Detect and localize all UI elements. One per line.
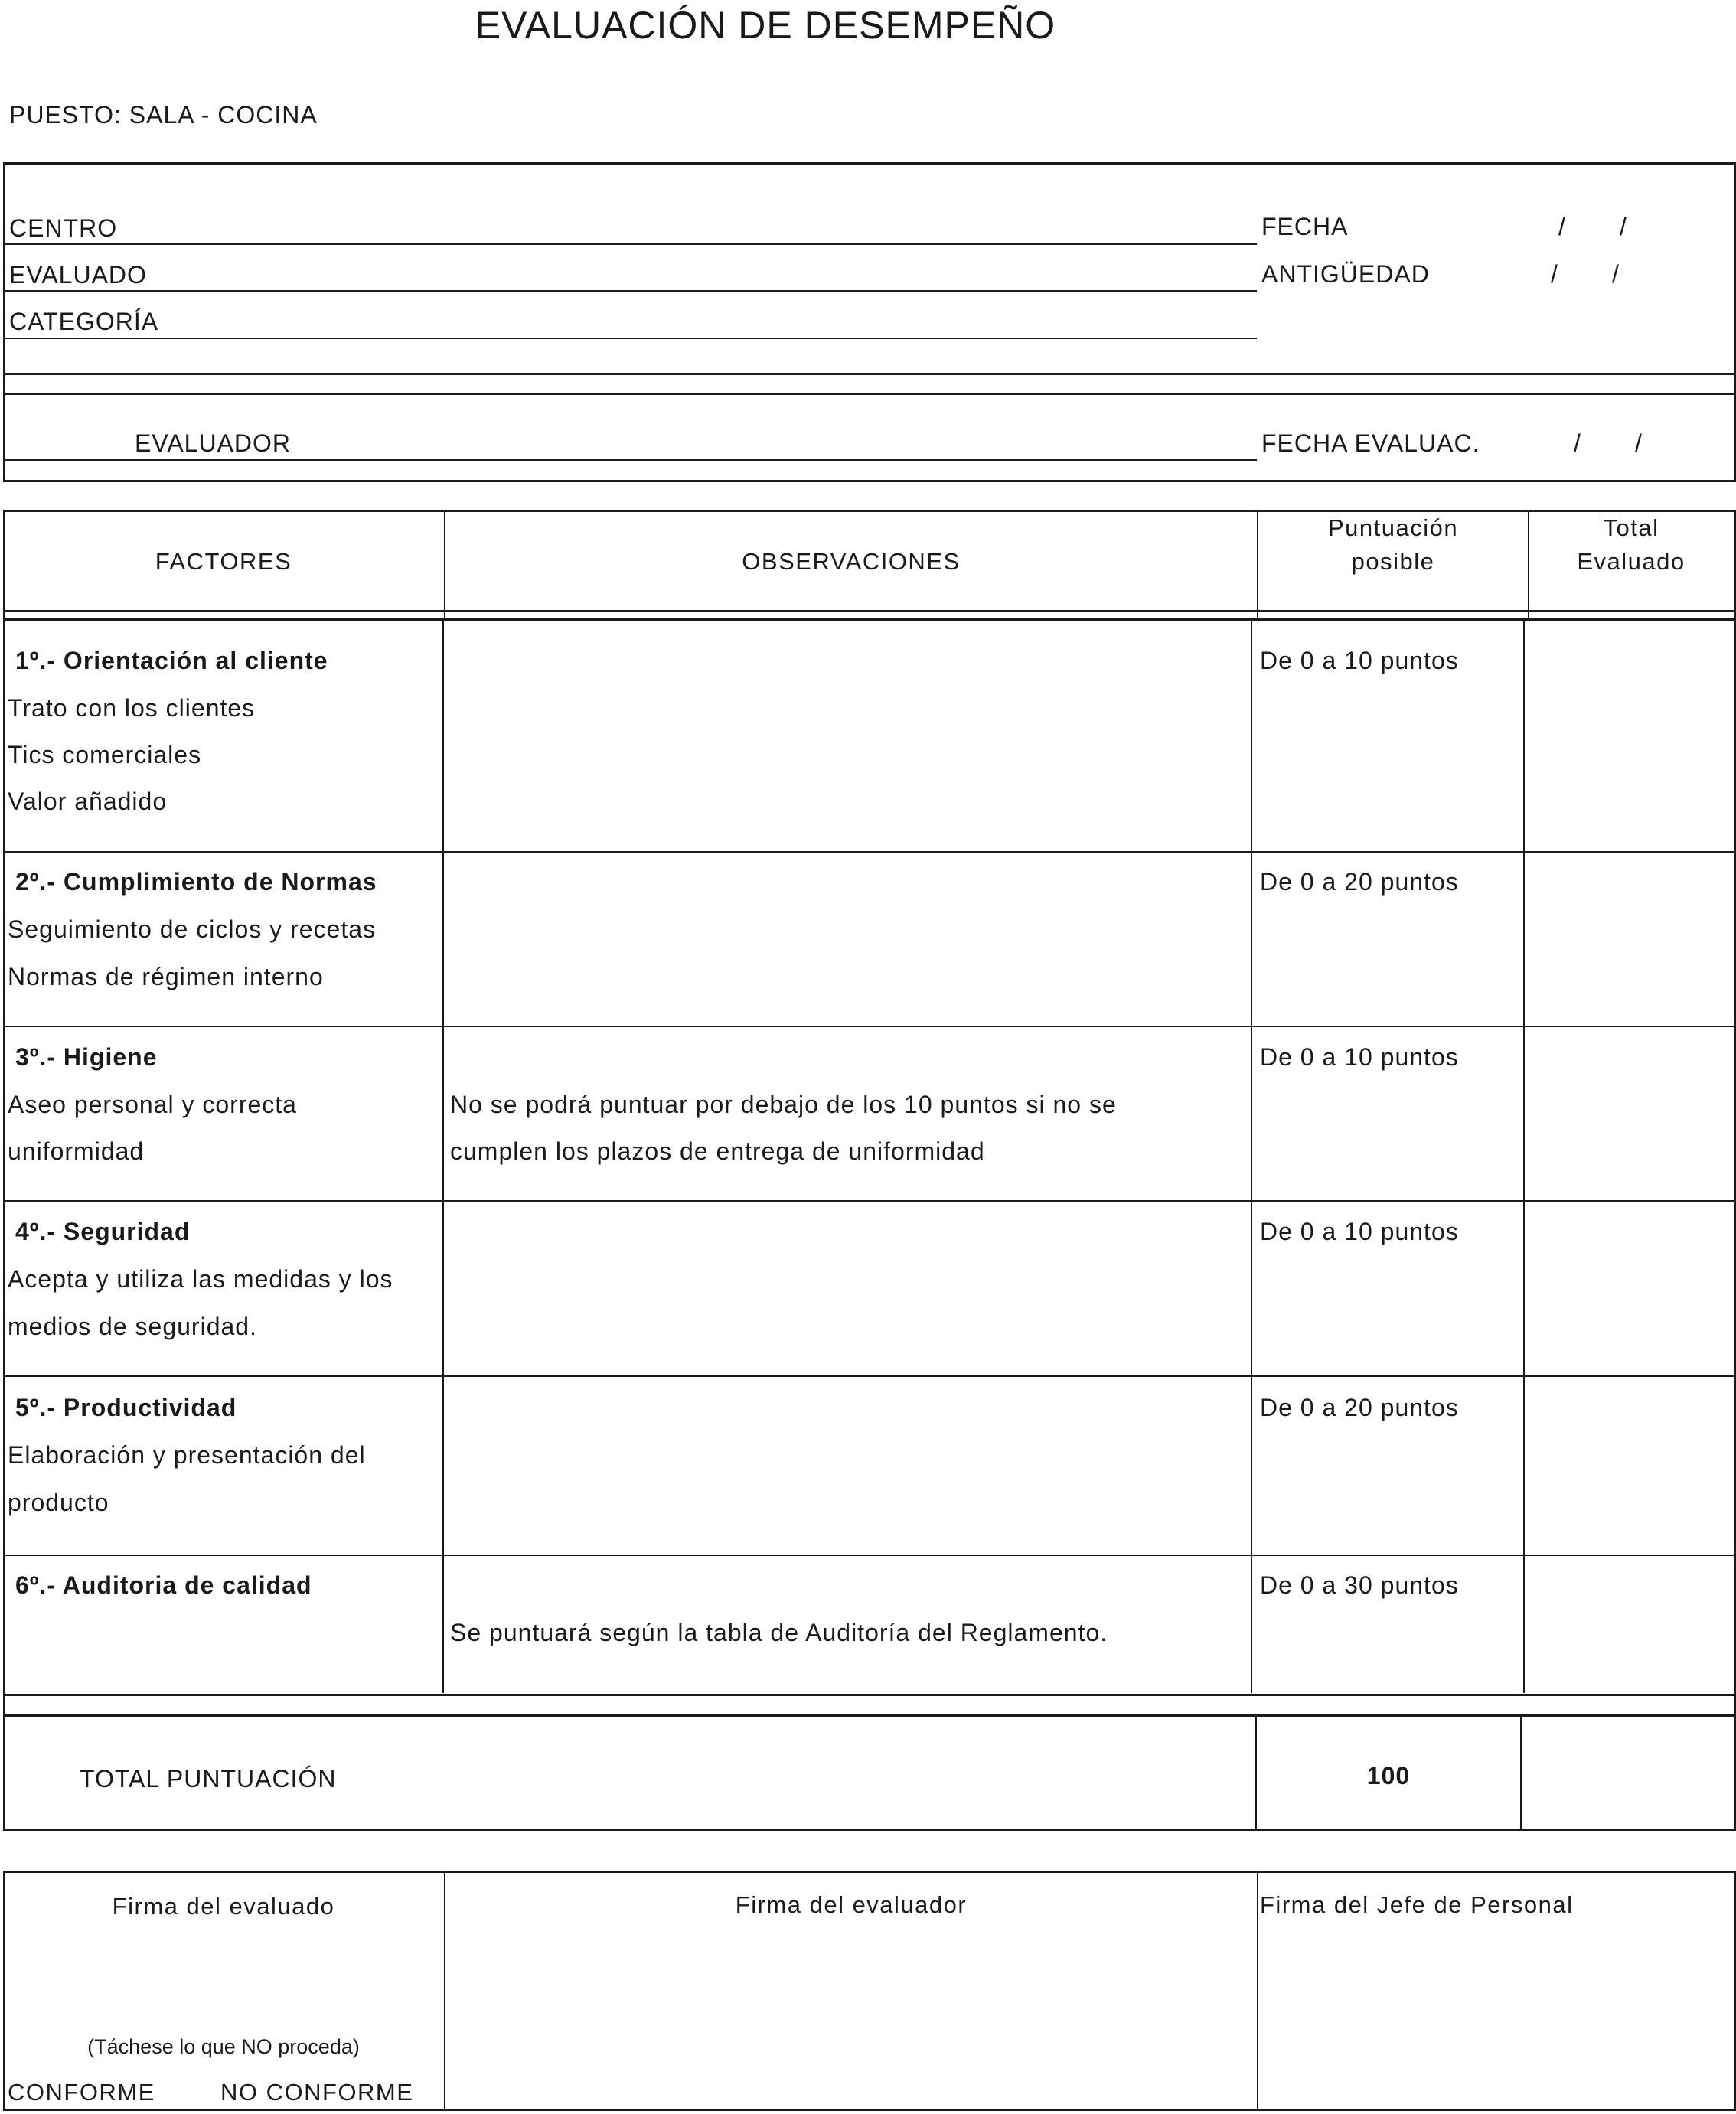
puesto-label: PUESTO: SALA - COCINA	[9, 101, 318, 129]
factor-title-1: 1º.- Orientación al cliente	[15, 647, 328, 674]
firma-evaluado-label: Firma del evaluado	[112, 1893, 335, 1920]
total-evaluado-cell-4[interactable]	[1526, 1202, 1733, 1374]
factor-line-5-2: producto	[8, 1489, 109, 1516]
antiguedad-label: ANTIGÜEDAD	[1261, 260, 1430, 288]
factor-title-4: 4º.- Seguridad	[15, 1218, 191, 1245]
antiguedad-slash-2: /	[1612, 260, 1620, 288]
total-puntuacion-label: TOTAL PUNTUACIÓN	[80, 1765, 337, 1793]
points-5: De 0 a 20 puntos	[1260, 1394, 1459, 1421]
factor-line-5-1: Elaboración y presentación del	[8, 1441, 366, 1469]
observation-3-2: cumplen los plazos de entrega de uniformidad	[450, 1137, 985, 1165]
fecha-slash-2: /	[1620, 213, 1627, 240]
evaluado-label: EVALUADO	[9, 261, 147, 289]
factor-line-3-2: uniformidad	[8, 1137, 145, 1165]
tachese-note: (Táchese lo que NO proceda)	[87, 2035, 360, 2058]
no-conforme-option[interactable]: NO CONFORME	[220, 2079, 414, 2106]
categoria-line[interactable]	[3, 338, 1257, 339]
fecha-evaluac-slash-2: /	[1635, 429, 1643, 457]
fecha-evaluac-label: FECHA EVALUAC.	[1261, 429, 1480, 457]
factor-line-4-1: Acepta y utiliza las medidas y los	[8, 1265, 393, 1293]
factor-line-2-2: Normas de régimen interno	[8, 963, 324, 990]
points-6: De 0 a 30 puntos	[1260, 1571, 1459, 1599]
fecha-evaluac-slash-1: /	[1574, 429, 1581, 457]
col-total-line1: Total	[1603, 514, 1659, 541]
factor-title-6: 6º.- Auditoria de calidad	[15, 1571, 312, 1599]
total-evaluado-cell-5[interactable]	[1526, 1377, 1733, 1553]
observation-6-1: Se puntuará según la tabla de Auditoría del Reglamento.	[450, 1619, 1108, 1646]
observation-3-1: No se podrá puntuar por debajo de los 10 puntos si no se	[450, 1091, 1117, 1118]
col-factores: FACTORES	[155, 548, 292, 575]
fecha-label: FECHA	[1261, 213, 1349, 240]
conforme-option[interactable]: CONFORME	[8, 2079, 155, 2106]
factor-title-5: 5º.- Productividad	[15, 1394, 237, 1421]
factor-line-2-1: Seguimiento de ciclos y recetas	[8, 915, 376, 943]
col-total-line2: Evaluado	[1577, 548, 1685, 575]
total-puntuacion-value: 100	[1366, 1762, 1411, 1789]
factor-line-3-1: Aseo personal y correcta	[8, 1091, 297, 1118]
observation-cell-2[interactable]	[445, 853, 1249, 1024]
firma-jefe-label: Firma del Jefe de Personal	[1260, 1891, 1574, 1918]
points-4: De 0 a 10 puntos	[1260, 1218, 1459, 1245]
centro-line[interactable]	[3, 243, 1257, 245]
total-evaluado-cell-3[interactable]	[1526, 1027, 1733, 1199]
col-puntuacion-line2: posible	[1351, 548, 1435, 575]
observation-cell-5[interactable]	[445, 1377, 1249, 1553]
points-3: De 0 a 10 puntos	[1260, 1043, 1459, 1071]
firma-jefe-area[interactable]	[1260, 1929, 1733, 2108]
centro-label: CENTRO	[9, 214, 118, 242]
factor-title-3: 3º.- Higiene	[15, 1043, 158, 1071]
factor-line-1-2: Tics comerciales	[8, 741, 202, 768]
points-1: De 0 a 10 puntos	[1260, 647, 1459, 674]
evaluado-line[interactable]	[3, 290, 1257, 292]
total-evaluado-cell-2[interactable]	[1526, 853, 1733, 1024]
categoria-label: CATEGORÍA	[9, 308, 159, 335]
factor-title-2: 2º.- Cumplimiento de Normas	[15, 868, 377, 896]
page-title: EVALUACIÓN DE DESEMPEÑO	[475, 4, 1056, 47]
col-observaciones: OBSERVACIONES	[742, 548, 961, 575]
evaluador-label: EVALUADOR	[135, 429, 292, 457]
observation-cell-1[interactable]	[445, 621, 1249, 850]
total-evaluado-cell-1[interactable]	[1526, 621, 1733, 850]
evaluador-line[interactable]	[3, 459, 1257, 461]
total-evaluado-cell-6[interactable]	[1526, 1556, 1733, 1692]
firma-evaluador-area[interactable]	[447, 1929, 1252, 2108]
total-evaluado-cell-total[interactable]	[1523, 1718, 1733, 1828]
factor-line-4-2: medios de seguridad.	[8, 1313, 257, 1340]
factor-line-1-3: Valor añadido	[8, 788, 168, 815]
points-2: De 0 a 20 puntos	[1260, 868, 1459, 896]
factor-line-1-1: Trato con los clientes	[8, 694, 256, 722]
fecha-slash-1: /	[1558, 213, 1566, 240]
antiguedad-slash-1: /	[1551, 260, 1558, 288]
observation-cell-4[interactable]	[445, 1202, 1249, 1374]
col-puntuacion-line1: Puntuación	[1327, 514, 1459, 541]
firma-evaluador-label: Firma del evaluador	[735, 1891, 968, 1918]
